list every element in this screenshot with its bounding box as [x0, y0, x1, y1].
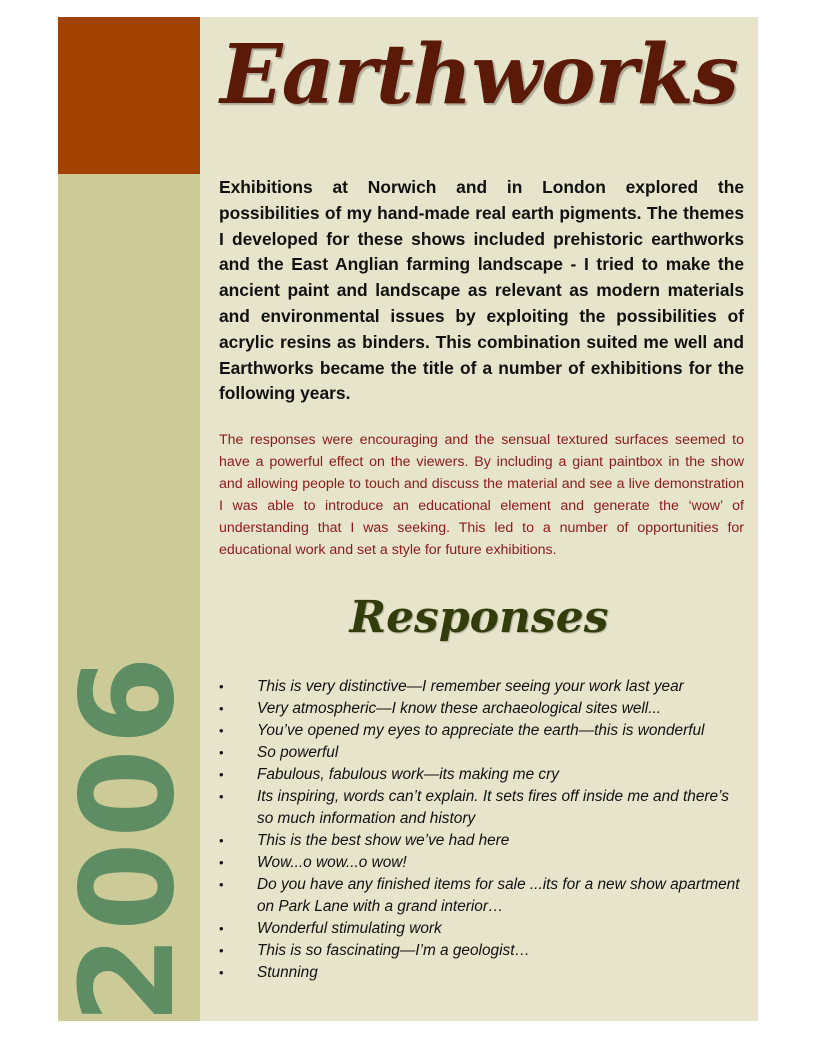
quote-text: So powerful	[257, 744, 339, 761]
quote-text: You’ve opened my eyes to appreciate the earth—this is wonderful	[257, 722, 705, 739]
bullet-icon: •	[219, 965, 224, 980]
list-item	[219, 830, 749, 852]
list-item	[219, 786, 749, 830]
list-item	[219, 742, 749, 764]
bullet-icon: •	[219, 723, 224, 738]
quote-text: Wonderful stimulating work	[257, 920, 442, 937]
corner-block	[58, 17, 200, 174]
bullet-icon: •	[219, 921, 224, 936]
bullet-icon: •	[219, 877, 224, 892]
quote-text: Stunning	[257, 964, 318, 981]
quote-text: This is so fascinating—I’m a geologist…	[257, 942, 530, 959]
list-item	[219, 764, 749, 786]
list-item	[219, 720, 749, 742]
quotes-list	[219, 676, 749, 984]
responses-paragraph: The responses were encouraging and the sensual textured surfaces seemed to have a powerful effect on the viewers. By including a giant paintbox in the show and allowing people to touch and discuss the material and see a live demonstration I was able to introduce an educational element and generate the ‘wow’ of understanding that I was seeking. This led to a number of opportunities for educational work and set a style for future exhibitions.	[219, 432, 744, 558]
quote-text: This is very distinctive—I remember seeing your work last year	[257, 678, 684, 695]
list-item	[219, 874, 749, 918]
bullet-icon: •	[219, 789, 224, 804]
bullet-icon: •	[219, 767, 224, 782]
quote-text: Fabulous, fabulous work—its making me cry	[257, 766, 559, 783]
list-item	[219, 962, 749, 984]
list-item	[219, 852, 749, 874]
year-label: 2006	[54, 651, 203, 1025]
bullet-icon: •	[219, 943, 224, 958]
bullet-icon: •	[219, 855, 224, 870]
bullet-icon: •	[219, 701, 224, 716]
list-item	[219, 698, 749, 720]
quote-text: Wow...o wow...o wow!	[257, 854, 407, 871]
bullet-icon: •	[219, 833, 224, 848]
quote-text: Its inspiring, words can’t explain. It sets fires off inside me and there’s so much information and history	[257, 788, 729, 827]
bullet-icon: •	[219, 679, 224, 694]
quote-text: Do you have any finished items for sale ...its for a new show apartment on Park Lane with a grand interior…	[257, 876, 740, 915]
list-item	[219, 940, 749, 962]
quote-text: This is the best show we’ve had here	[257, 832, 510, 849]
list-item	[219, 676, 749, 698]
responses-heading: Responses	[349, 592, 609, 643]
quote-text: Very atmospheric—I know these archaeological sites well...	[257, 700, 662, 717]
intro-paragraph: Exhibitions at Norwich and in London explored the possibilities of my hand-made real earth pigments. The themes I developed for these shows included prehistoric earthworks and the East Anglian farming landscape - I tried to make the ancient paint and landscape as relevant as modern materials and environmental issues by exploiting the possibilities of acrylic resins as binders. This combination suited me well and Earthworks became the title of a number of exhibitions for the following years.	[219, 177, 744, 404]
list-item	[219, 918, 749, 940]
bullet-icon: •	[219, 745, 224, 760]
page-title: Earthworks	[220, 27, 738, 123]
